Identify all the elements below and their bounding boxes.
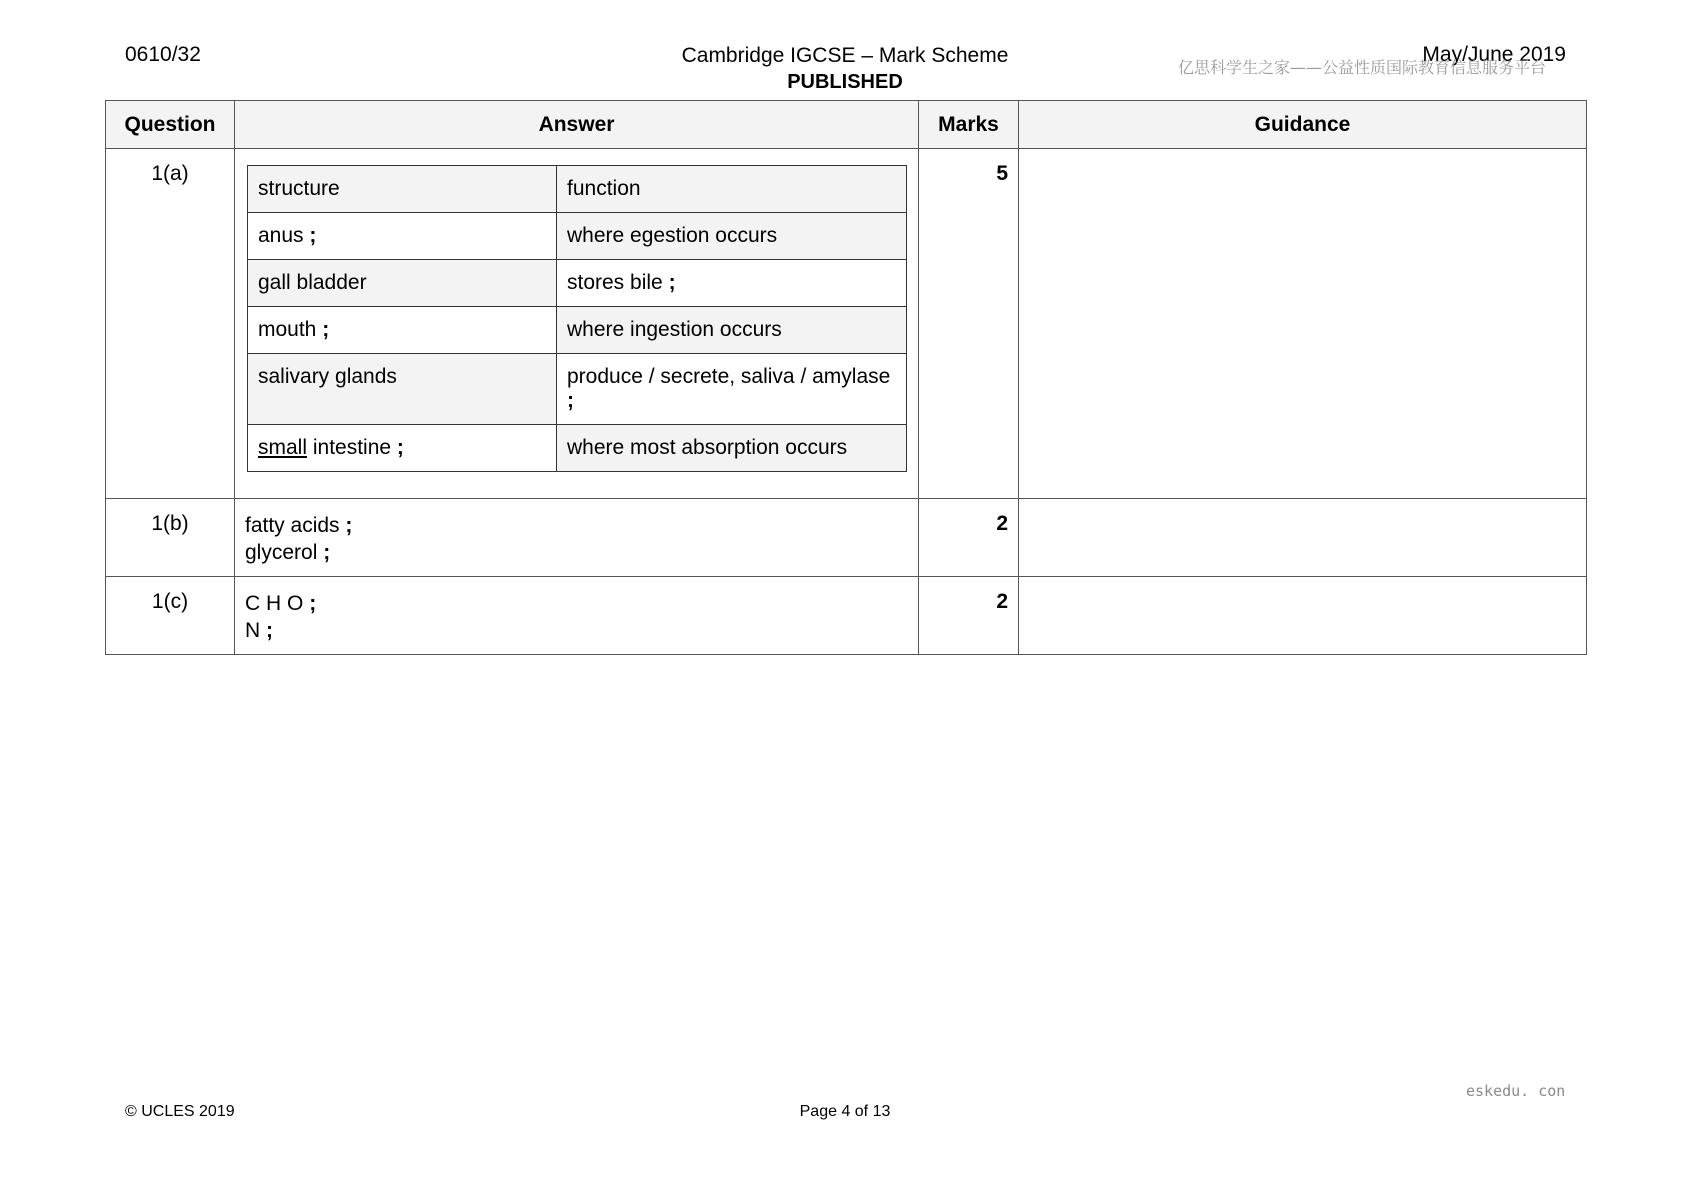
marks-value: 5 [919,149,1019,499]
function-cell [557,213,907,260]
inner-row [248,260,907,307]
guidance-cell [1019,499,1587,577]
structure-text: salivary glands [258,365,397,388]
table-header-row [106,101,1587,149]
function-text: produce / secrete, saliva / amylase [567,365,891,388]
column-header-question: Question [106,101,235,149]
inner-header-function: function [557,166,907,213]
document-title: Cambridge IGCSE – Mark Scheme [681,44,1009,67]
mark-scheme-table [105,100,1587,655]
question-number: 1(c) [106,577,235,655]
answer-text: N [245,619,261,642]
structure-cell [248,354,557,425]
question-number: 1(b) [106,499,235,577]
structure-cell [248,307,557,354]
structure-function-table [247,165,907,472]
structure-cell [248,213,557,260]
answer-cell [235,149,919,499]
mark-point: ; [567,389,574,412]
structure-emphasis: small [258,436,308,459]
answer-line [245,617,908,644]
mark-point: ; [345,514,353,537]
page-number: Page 4 of 13 [799,1103,891,1120]
guidance-cell [1019,577,1587,655]
structure-cell [248,260,557,307]
exam-session: May/June 2019 [1422,43,1566,66]
question-number: 1(a) [106,149,235,499]
mark-point: ; [668,271,676,294]
structure-text: gall bladder [258,271,367,294]
function-text: where ingestion occurs [567,318,782,341]
mark-point: ; [323,541,331,564]
answer-cell [235,499,919,577]
structure-cell [248,425,557,472]
inner-row [248,425,907,472]
answer-text: fatty acids [245,514,340,537]
published-label: PUBLISHED [787,71,903,93]
watermark-site: eskedu. con [1466,1082,1566,1100]
answer-text: glycerol [245,541,318,564]
guidance-cell [1019,149,1587,499]
inner-header-row [248,166,907,213]
answer-line [245,512,908,539]
structure-text: mouth [258,318,317,341]
function-text: stores bile [567,271,663,294]
mark-point: ; [309,592,317,615]
mark-point: ; [322,318,330,341]
function-cell [557,260,907,307]
answer-cell [235,577,919,655]
structure-text: anus [258,224,304,247]
table-row [106,577,1587,655]
mark-point: ; [396,436,404,459]
answer-line [245,539,908,566]
mark-point: ; [309,224,317,247]
table-row [106,499,1587,577]
watermark-text: 亿思科学生之家——公益性质国际教育信息服务平台 [1178,58,1547,77]
paper-code: 0610/32 [125,43,201,66]
copyright-notice: © UCLES 2019 [125,1103,235,1120]
inner-header-structure: structure [248,166,557,213]
document-heading [560,43,1130,95]
function-text: where most absorption occurs [567,436,848,459]
answer-line [245,590,908,617]
function-cell [557,425,907,472]
marks-value: 2 [919,577,1019,655]
mark-point: ; [266,619,274,642]
table-row [106,149,1587,499]
inner-row [248,307,907,354]
column-header-guidance: Guidance [1019,101,1587,149]
column-header-answer: Answer [235,101,919,149]
column-header-marks: Marks [919,101,1019,149]
function-cell [557,307,907,354]
answer-text: C H O [245,592,304,615]
marks-value: 2 [919,499,1019,577]
structure-text: intestine [307,436,392,459]
inner-row [248,354,907,425]
function-cell [557,354,907,425]
function-text: where egestion occurs [567,224,778,247]
inner-row [248,213,907,260]
